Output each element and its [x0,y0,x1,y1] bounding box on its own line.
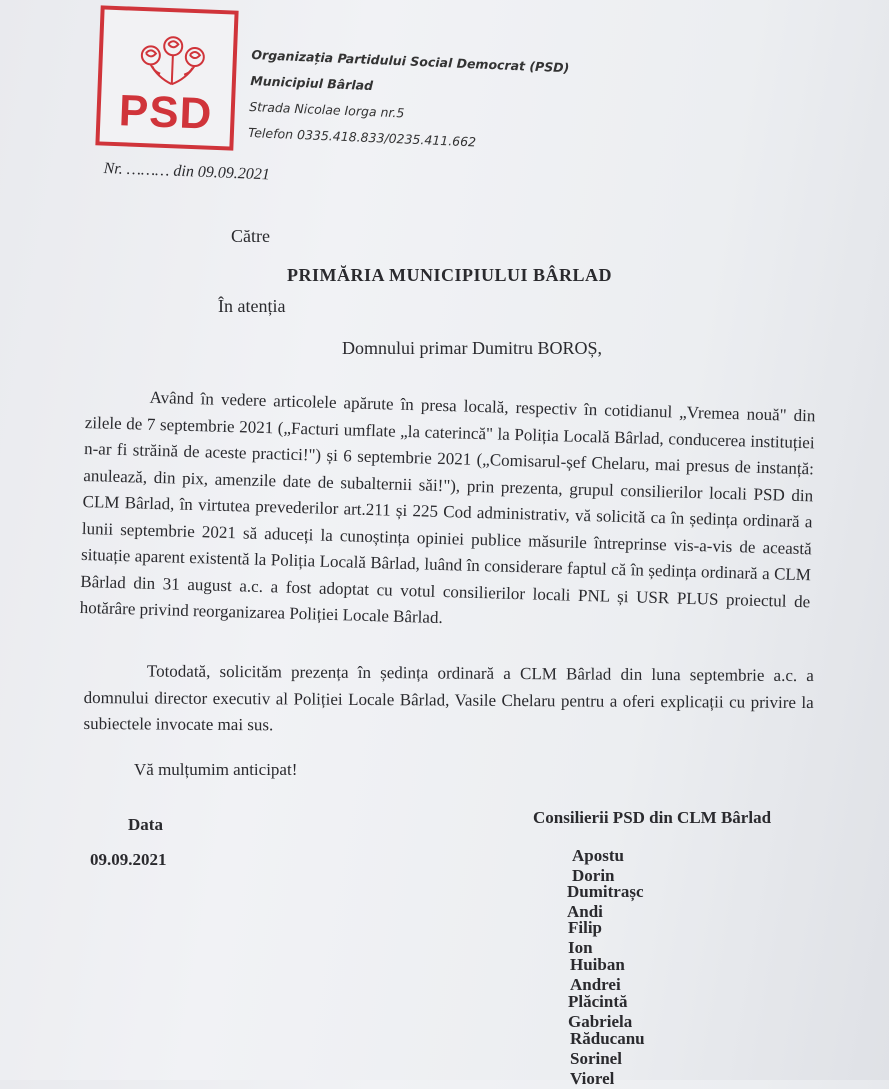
date-value: 09.09.2021 [90,850,167,869]
body-paragraph-2: Totodată, solicităm prezența în ședința ordinară a CLM Bârlad din luna septembrie a.c. a domnului director executiv al Poliției Locale Bârlad, Vasile Chelaru pentru a oferi explicații cu privire la subiectele invocate mai sus. [83,661,814,735]
to-label: Către [231,226,270,246]
addressee-institution: PRIMĂRIA MUNICIPIULUI BÂRLAD [287,265,613,285]
signer-name: Filip Ion [568,918,603,957]
roses-icon [136,33,210,88]
org-municipality: Municipiul Bârlad [250,72,374,94]
addressee-recipient: Domnului primar Dumitru BOROȘ, [342,338,602,358]
org-name: Organizația Partidului Social Democrat (PSD) [251,46,570,76]
attention-label: În atenția [218,296,286,316]
psd-logo [95,5,238,150]
letterhead [248,42,572,159]
signer-name: Huiban Andrei [570,955,625,994]
signer-name: Dumitrașc Andi [567,882,644,921]
org-address: Strada Nicolae Iorga nr.5 [248,98,405,121]
org-phone: Telefon 0335.418.833/0235.411.662 [247,124,477,150]
date-label: Data [128,815,163,834]
reference-number: Nr. ……… din 09.09.2021 [103,160,271,184]
signer-name: Apostu Dorin [572,846,624,885]
signatures-title: Consilierii PSD din CLM Bârlad [533,808,772,827]
signer-name: Răducanu Sorinel Viorel [570,1029,645,1088]
logo-text: PSD [118,86,214,139]
closing-line: Vă mulțumim anticipat! [134,760,298,779]
signer-name: Plăcintă Gabriela [568,992,633,1031]
body-paragraph-1: Având în vedere articolele apărute în presa locală, respectiv în cotidianul „Vremea nouă" din zilele de 7 septembrie 2021 („Facturi umflate „la caterincă" la Poliția Locală Bârlad, conducerea instituției n-ar fi străină de aceste practici!") și 6 septembrie 2021 („Comisarul-șef Chelaru, mai presus de instanță: anulează, din pix, amenzile date de subalternii săi!"), prin prezenta, grupul consilierilor locali PSD din CLM Bârlad, în virtutea prevederilor art.211 și 225 Cod administrativ, vă solicită ca în ședința ordinară a lunii septembrie 2021 să aduceți la cunoștința opiniei publice măsurile întreprinse vis-a-vis de această situație aparent existentă la Poliția Locală Bârlad, luând în considerare faptul că în ședința ordinară a CLM Bârlad din 31 august a.c. a fost adoptat cu votul consilierilor locali PNL și USR PLUS proiectul de hotărâre privind reorganizarea Poliției Locale Bârlad. [79,387,816,628]
